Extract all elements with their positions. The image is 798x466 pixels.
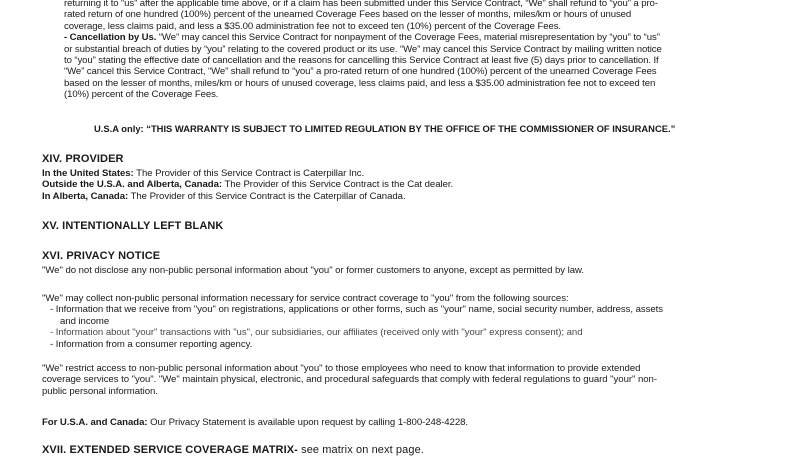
cancellation-line: to “you” stating the effective date of cancellation and the reasons for cancelling this Service Contract at least five (5) days prior to cancellation. If	[64, 55, 659, 67]
privacy-statement	[42, 417, 762, 428]
provider-row	[42, 179, 762, 190]
provider-row	[42, 168, 762, 179]
cancellation-line: coverage, less claims paid, and less a $35.00 administration fee not to exceed ten (10%) percent of the Coverage Fees.	[64, 20, 561, 32]
privacy-p2: "We" may collect non-public personal information necessary for service contract coverage to "you" from the following sources:	[42, 293, 569, 304]
provider-row-label: Outside the U.S.A. and Alberta, Canada:	[42, 179, 223, 191]
privacy-p1: "We" do not disclose any non-public personal information about "you" or former customers to anyone, except as permitted by law.	[42, 265, 584, 276]
cancellation-by-us-line	[64, 32, 754, 43]
cancellation-by-us-label: - Cancellation by Us.	[64, 32, 157, 44]
section-xvii-heading: XVII. EXTENDED SERVICE COVERAGE MATRIX-	[42, 444, 298, 456]
provider-row	[42, 191, 762, 202]
section-xvii	[42, 444, 424, 456]
privacy-p3-line: "We" restrict access to non-public personal information about "you" to those employees who need to know that information to provide extended	[42, 363, 641, 374]
privacy-bullet: - Information about "your" transactions with "us", our subsidiaries, our affiliates (received only with "your" express consent); and	[50, 327, 583, 339]
cancellation-line: or substantial breach of duties by “you” relating to the covered product or its use. “We” may cancel this Service Contract by mailing written notice	[64, 43, 662, 55]
cancellation-line: returning it to “us” after the applicable time above, or if a claim has been submitted under this Service Contract, “We” shall refund to “you” a pro-	[64, 0, 658, 9]
privacy-bullet: - Information that we receive from "you" on registrations, applications or other forms, such as "your" name, social security number, address, assets	[50, 304, 664, 316]
privacy-bullet: - Information from a consumer reporting agency.	[50, 338, 253, 350]
cancellation-by-us-text: “We” may cancel this Service Contract for nonpayment of the Coverage Fees, material misrepresentation by “you” to “us”	[156, 32, 660, 44]
usa-regulation-notice: U.S.A only: “THIS WARRANTY IS SUBJECT TO LIMITED REGULATION BY THE OFFICE OF THE COMMISSIONER OF INSURANCE.”	[94, 123, 676, 134]
privacy-heading: XVI. PRIVACY NOTICE	[42, 250, 161, 262]
privacy-statement-label: For U.S.A. and Canada:	[42, 417, 148, 428]
privacy-p3-line: coverage services to "you". "We" maintain physical, electronic, and procedural safeguards that comply with federal regulations to guard "your" non-	[42, 374, 657, 386]
cancellation-line: based on the lesser of months, miles/km or hours of unused coverage, less claims paid, and less a $35.00 administration fee not to exceed ten	[64, 77, 656, 89]
provider-block	[42, 168, 762, 202]
cancellation-block	[64, 0, 754, 101]
provider-row-label: In the United States:	[42, 168, 134, 179]
provider-row-text: The Provider of this Service Contract is the Caterpillar of Canada.	[128, 190, 406, 202]
cancellation-line: (10%) percent of the Coverage Fees.	[64, 89, 219, 101]
cancellation-line: “We” cancel this Service Contract, “We” shall refund to “you” a pro-rated return of one hundred (100%) percent of the unearned Coverage Fees	[64, 66, 657, 78]
privacy-sources-block	[42, 293, 762, 350]
section-xv-heading: XV. INTENTIONALLY LEFT BLANK	[42, 220, 224, 232]
provider-row-text: The Provider of this Service Contract is the Cat dealer.	[222, 179, 454, 191]
section-xvii-note: see matrix on next page.	[297, 444, 424, 456]
cancellation-line: rated return of one hundred (100%) percent of the unearned Coverage Fees based on the lesser of months, miles/km or hours of unused	[64, 9, 632, 21]
privacy-p3-block	[42, 363, 762, 397]
provider-heading: XIV. PROVIDER	[42, 153, 124, 165]
privacy-p3-line: public personal information.	[42, 385, 158, 397]
privacy-statement-text: Our Privacy Statement is available upon request by calling 1-800-248-4228.	[147, 417, 469, 428]
privacy-bullet-cont: and income	[60, 315, 110, 327]
provider-row-label: In Alberta, Canada:	[42, 190, 129, 202]
provider-row-text: The Provider of this Service Contract is Caterpillar Inc.	[133, 168, 365, 179]
